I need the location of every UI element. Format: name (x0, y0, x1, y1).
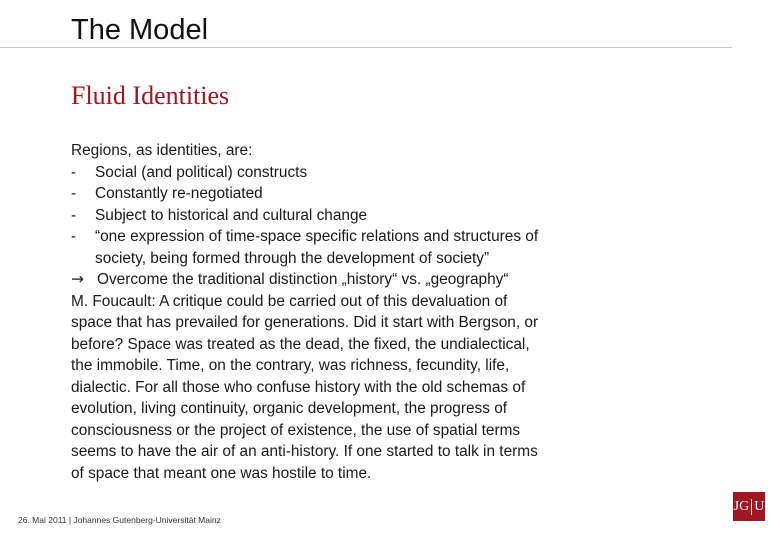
bullet-item (71, 226, 631, 248)
bullet-item (71, 205, 631, 227)
bullet-marker: - (71, 206, 77, 224)
slide-footer: 26. Mai 2011 | Johannes Gutenberg-Universität Mainz (18, 515, 221, 525)
quote-line: M. Foucault: A critique could be carried out of this devaluation of (71, 292, 508, 310)
bullet-text: Constantly re-negotiated (95, 185, 263, 202)
quote-line: dialectic. For all those who confuse history with the old schemas of (71, 378, 526, 396)
bullet-item (71, 183, 631, 205)
university-logo (733, 492, 765, 521)
slide-body (71, 140, 631, 484)
quote-line: space that has prevailed for generations. Did it start with Bergson, or (71, 314, 539, 331)
conclusion-line (71, 269, 631, 291)
arrow-right-icon: → (71, 270, 84, 288)
bullet-marker: - (71, 228, 77, 245)
quote-line: consciousness or the project of existence, the use of spatial terms (71, 421, 521, 439)
conclusion-text: Overcome the traditional distinction „history“ vs. „geography“ (97, 271, 509, 288)
bullet-marker: - (71, 163, 77, 181)
bullet-text: Subject to historical and cultural change (95, 206, 368, 224)
logo-divider (751, 499, 752, 515)
slide-subtitle: Fluid Identities (71, 81, 230, 110)
bullet-marker: - (71, 185, 77, 202)
quote-line: the immobile. Time, on the contrary, was richness, fecundity, life, (71, 357, 510, 374)
bullet-item (71, 162, 631, 184)
intro-text: Regions, as identities, are: (71, 142, 253, 159)
bullet-text: “one expression of time-space specific relations and structures of (95, 228, 539, 245)
quote-line: before? Space was treated as the dead, the fixed, the undialectical, (71, 335, 530, 353)
quote-line: of space that meant one was hostile to time. (71, 464, 372, 482)
logo-text-left: JG (733, 498, 750, 514)
quote-line: evolution, living continuity, organic development, the progress of (71, 400, 508, 417)
bullet-text: Social (and political) constructs (95, 163, 308, 181)
slide-title: The Model (71, 14, 209, 46)
logo-text-right: U (754, 498, 765, 514)
bullet-continuation: society, being formed through the development of society” (95, 249, 490, 267)
title-divider (0, 47, 732, 48)
quote-line: seems to have the air of an anti-history. If one started to talk in terms (71, 443, 538, 460)
foucault-quote (71, 291, 631, 485)
